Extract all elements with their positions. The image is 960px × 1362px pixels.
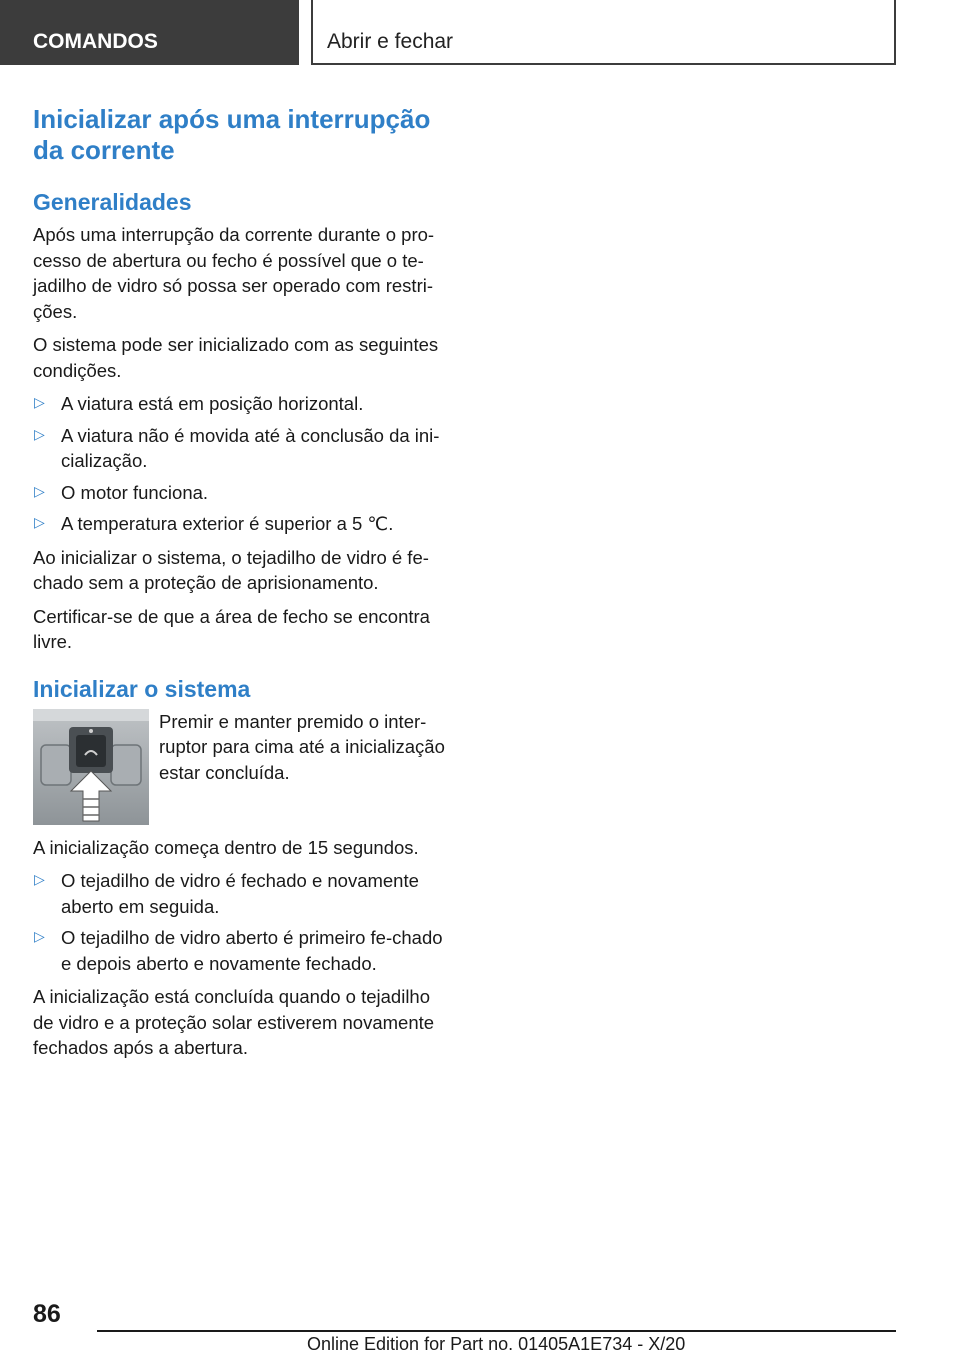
- bullet-icon: ▷: [34, 395, 45, 411]
- conditions-list: [33, 391, 453, 537]
- figure-caption: Premir e manter premido o inter-ruptor para cima até a inicialização estar concluída.: [159, 710, 445, 783]
- bullet-icon: ▷: [34, 929, 45, 945]
- roof-switch-illustration: [33, 709, 149, 825]
- footer-edition: Online Edition for Part no. 01405A1E734 - X/20: [307, 1334, 686, 1354]
- bullet-icon: ▷: [34, 515, 45, 531]
- footer-divider: [97, 1330, 896, 1332]
- list-item: [33, 868, 453, 919]
- page-title: Inicializar após uma interrupção da corrente: [33, 104, 431, 165]
- page-number: 86: [33, 1300, 61, 1328]
- bullet-icon: ▷: [34, 483, 45, 500]
- section-heading-generalidades: Generalidades: [33, 189, 192, 215]
- list-item: [33, 391, 453, 417]
- paragraph: O sistema pode ser inicializado com as seguintes condições.: [33, 334, 439, 381]
- main-column: [33, 104, 453, 1069]
- list-item-text: A viatura está em posição horizontal.: [61, 393, 364, 414]
- list-item-text: O tejadilho de vidro é fechado e novamente aberto em seguida.: [61, 870, 419, 917]
- bullet-icon: ▷: [34, 872, 45, 888]
- paragraph: A inicialização está concluída quando o tejadilho de vidro e a proteção solar estiverem novamente fechados após a abertura.: [33, 986, 435, 1058]
- bullet-icon: ▷: [34, 426, 45, 443]
- paragraph: Após uma interrupção da corrente durante o pro-cesso de abertura ou fecho é possível que o te-jadilho de vidro só possa ser operado com restri-ções.: [33, 224, 435, 322]
- list-item: [33, 925, 453, 976]
- list-item-text: A temperatura exterior é superior a 5 ℃.: [61, 513, 394, 534]
- list-item: [33, 423, 453, 474]
- list-item-text: O tejadilho de vidro aberto é primeiro fe-chado e depois aberto e novamente fechado.: [61, 927, 443, 974]
- paragraph: Certificar-se de que a área de fecho se encontra livre.: [33, 605, 430, 652]
- list-item-text: O motor funciona.: [61, 481, 209, 503]
- section-heading-inicializar: Inicializar o sistema: [33, 675, 251, 702]
- header-section: COMANDOS: [0, 0, 299, 65]
- list-item-text: A viatura não é movida até à conclusão da ini-cialização.: [61, 424, 440, 471]
- list-item: [33, 480, 453, 506]
- figure-row: [33, 709, 453, 825]
- paragraph: Ao inicializar o sistema, o tejadilho de vidro é fe-chado sem a proteção de aprisionamento.: [33, 546, 429, 593]
- header-chapter: Abrir e fechar: [311, 0, 896, 65]
- paragraph: A inicialização começa dentro de 15 segundos.: [33, 836, 419, 858]
- list-item: [33, 511, 453, 537]
- process-list: [33, 868, 453, 976]
